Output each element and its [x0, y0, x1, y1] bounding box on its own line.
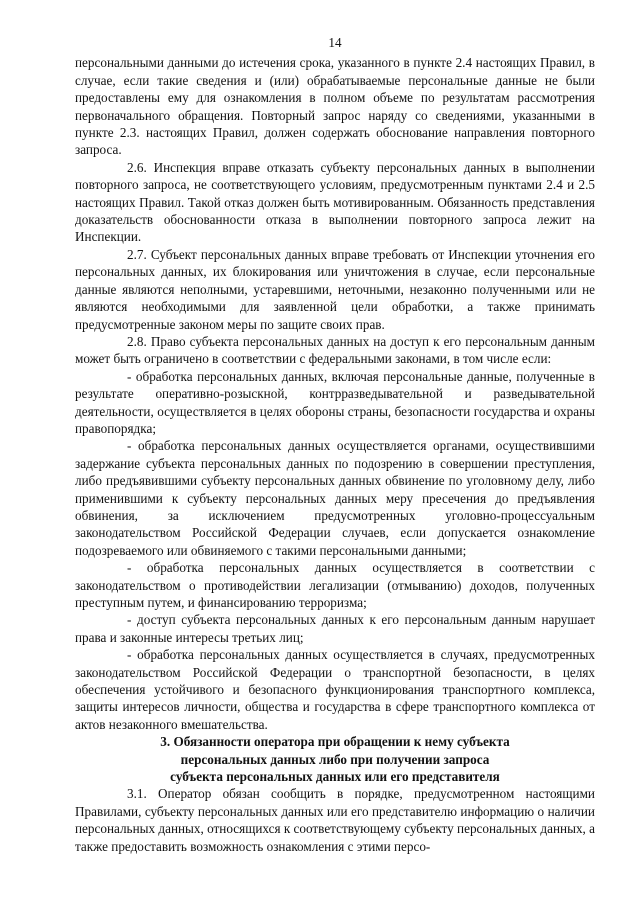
section-heading [75, 733, 595, 785]
list-item-detention: - обработка персональных данных осуществляется органами, осуществившими задержание субъекта персональных данных по подозрению в совершении преступления, либо предъявившими субъекту персональных данных обвинение по уголовному делу, либо применившими к субъекту персональных данных меру пресечения до предъявления обвинения, за исключением предусмотренных уголовно-процессуальным законодательством Российской Федерации случаев, если допускается ознакомление подозреваемого или обвиняемого с такими персональными данными; [75, 438, 595, 558]
page-number: 14 [328, 35, 342, 50]
paragraph-continuation: персональными данными до истечения срока, указанного в пункте 2.4 настоящих Правил, в случае, если такие сведения и (или) обрабатываемые персональные данные не были предоставлены ему для ознакомления в полном объеме по результатам рассмотрения первоначального обращения. Повторный запрос наряду со сведениями, указанными в пункте 2.3. настоящих Правил, должен содержать обоснование направления повторного запроса. [75, 55, 595, 158]
paragraph-3-1: 3.1. Оператор обязан сообщить в порядке, предусмотренном настоящими Правилами, субъекту персональных данных или его представителю информацию о наличии персональных данных, относящихся к соответствующему субъекту персональных данных, а также предоставить возможность ознакомления с этими персо- [75, 786, 595, 854]
section-heading-line: персональных данных либо при получении запроса [180, 751, 490, 767]
list-item-defense: - обработка персональных данных, включая персональные данные, полученные в результате оперативно-розыскной, контрразведывательной и разведывательной деятельности, осуществляется в целях обороны страны, безопасности государства и охраны правопорядка; [75, 368, 595, 436]
list-item-third-parties: - доступ субъекта персональных данных к его персональным данным нарушает права и законные интересы третьих лиц; [75, 612, 595, 645]
list-item-transport-security: - обработка персональных данных осуществляется в случаях, предусмотренных законодательством Российской Федерации о транспортной безопасности, в целях обеспечения устойчивого и безопасного функционирования транспортного комплекса, защиты интересов личности, общества и государства в сфере транспортного комплекса от актов незаконного вмешательства. [75, 647, 595, 732]
section-heading-line: 3. Обязанности оператора при обращении к нему субъекта [160, 734, 510, 750]
section-heading-line: субъекта персональных данных или его представителя [170, 769, 500, 785]
paragraph-2-6: 2.6. Инспекция вправе отказать субъекту персональных данных в выполнении повторного запроса, не соответствующего условиям, предусмотренным пунктами 2.4 и 2.5 настоящих Правил. Такой отказ должен быть мотивированным. Обязанность представления доказательств обоснованности отказа в выполнении повторного запроса лежит на Инспекции. [75, 159, 595, 245]
paragraph-2-8: 2.8. Право субъекта персональных данных на доступ к его персональным данным может быть ограничено в соответствии с федеральными законами, в том числе если: [75, 333, 595, 367]
paragraph-2-7: 2.7. Субъект персональных данных вправе требовать от Инспекции уточнения его персональных данных, их блокирования или уничтожения в случае, если персональные данные являются неполными, устаревшими, неточными, незаконно полученными или не являются необходимыми для заявленной цели обработки, а также принимать предусмотренные законом меры по защите своих прав. [75, 246, 595, 332]
document-page [75, 34, 595, 855]
list-item-money-laundering: - обработка персональных данных осуществляется в соответствии с законодательством о противодействии легализации (отмыванию) доходов, полученных преступным путем, и финансированию терроризма; [75, 560, 595, 610]
